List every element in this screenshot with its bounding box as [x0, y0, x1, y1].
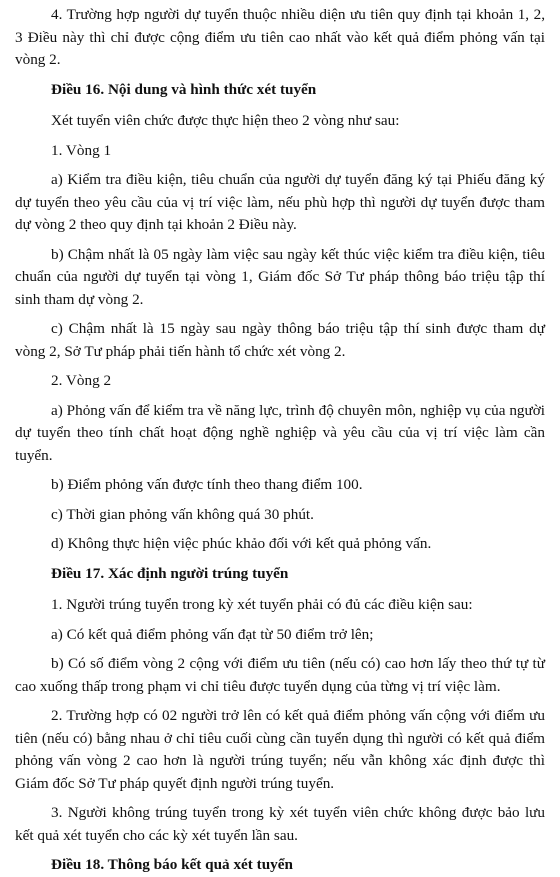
paragraph-round-1-a: a) Kiểm tra điều kiện, tiêu chuẩn của người dự tuyển đăng ký tại Phiếu đăng ký dự tuyển theo yêu cầu của vị trí việc làm, nếu phù hợp thì người dự tuyển được tham dự vòng 2 theo quy định tại khoản 2 Điều này.	[15, 171, 545, 233]
paragraph-round-2-d: d) Không thực hiện việc phúc khảo đối với kết quả phỏng vấn.	[51, 535, 432, 552]
paragraph-round-2: 2. Vòng 2	[51, 372, 112, 389]
paragraph-winner-clause-1: 1. Người trúng tuyển trong kỳ xét tuyển phải có đủ các điều kiện sau:	[51, 596, 473, 613]
heading-article-17: Điều 17. Xác định người trúng tuyển	[51, 564, 289, 582]
paragraph-round-2-c: c) Thời gian phỏng vấn không quá 30 phút.	[51, 505, 314, 523]
paragraph-priority-clause-4: 4. Trường hợp người dự tuyển thuộc nhiều diện ưu tiên quy định tại khoản 1, 2, 3 Điều này thì chỉ được cộng điểm ưu tiên cao nhất vào kết quả điểm phỏng vấn tại vòng 2.	[15, 6, 545, 68]
paragraph-winner-clause-3: 3. Người không trúng tuyển trong kỳ xét tuyển viên chức không được bảo lưu kết quả xét tuyển cho các kỳ xét tuyển lần sau.	[15, 804, 545, 844]
paragraph-round-2-b: b) Điểm phỏng vấn được tính theo thang điểm 100.	[51, 476, 363, 493]
paragraph-round-1: 1. Vòng 1	[51, 141, 112, 159]
paragraph-intro-rounds: Xét tuyển viên chức được thực hiện theo 2 vòng như sau:	[51, 112, 400, 129]
paragraph-winner-clause-2: 2. Trường hợp có 02 người trở lên có kết quả điểm phỏng vấn cộng với điểm ưu tiên (nếu có) bằng nhau ở chỉ tiêu cuối cùng cần tuyển dụng thì người có kết quả điểm phỏng vấn vòng 2 cao hơn là người trúng tuyển; nếu vẫn không xác định được thì Giám đốc Sở Tư pháp quyết định người trúng tuyển.	[15, 707, 545, 792]
paragraph-round-1-c: c) Chậm nhất là 15 ngày sau ngày thông báo triệu tập thí sinh được tham dự vòng 2, Sở Tư pháp phải tiến hành tổ chức xét vòng 2.	[15, 320, 545, 360]
heading-article-18: Điều 18. Thông báo kết quả xét tuyển	[51, 856, 293, 873]
paragraph-round-1-b: b) Chậm nhất là 05 ngày làm việc sau ngày kết thúc việc kiểm tra điều kiện, tiêu chuẩn của người dự tuyển tại vòng 1, Giám đốc Sở Tư pháp thông báo triệu tập thí sinh tham dự vòng 2.	[15, 245, 545, 308]
paragraph-round-2-a: a) Phỏng vấn để kiểm tra về năng lực, trình độ chuyên môn, nghiệp vụ của người dự tuyển theo tính chất hoạt động nghề nghiệp và yêu cầu của vị trí việc làm cần tuyển.	[15, 401, 545, 464]
heading-article-16: Điều 16. Nội dung và hình thức xét tuyển	[51, 80, 317, 98]
paragraph-winner-clause-1-a: a) Có kết quả điểm phỏng vấn đạt từ 50 điểm trở lên;	[51, 625, 374, 643]
paragraph-winner-clause-1-b: b) Có số điểm vòng 2 cộng với điểm ưu tiên (nếu có) cao hơn lấy theo thứ tự từ cao xuống thấp trong phạm vi chỉ tiêu được tuyển dụng của từng vị trí việc làm.	[15, 655, 545, 695]
